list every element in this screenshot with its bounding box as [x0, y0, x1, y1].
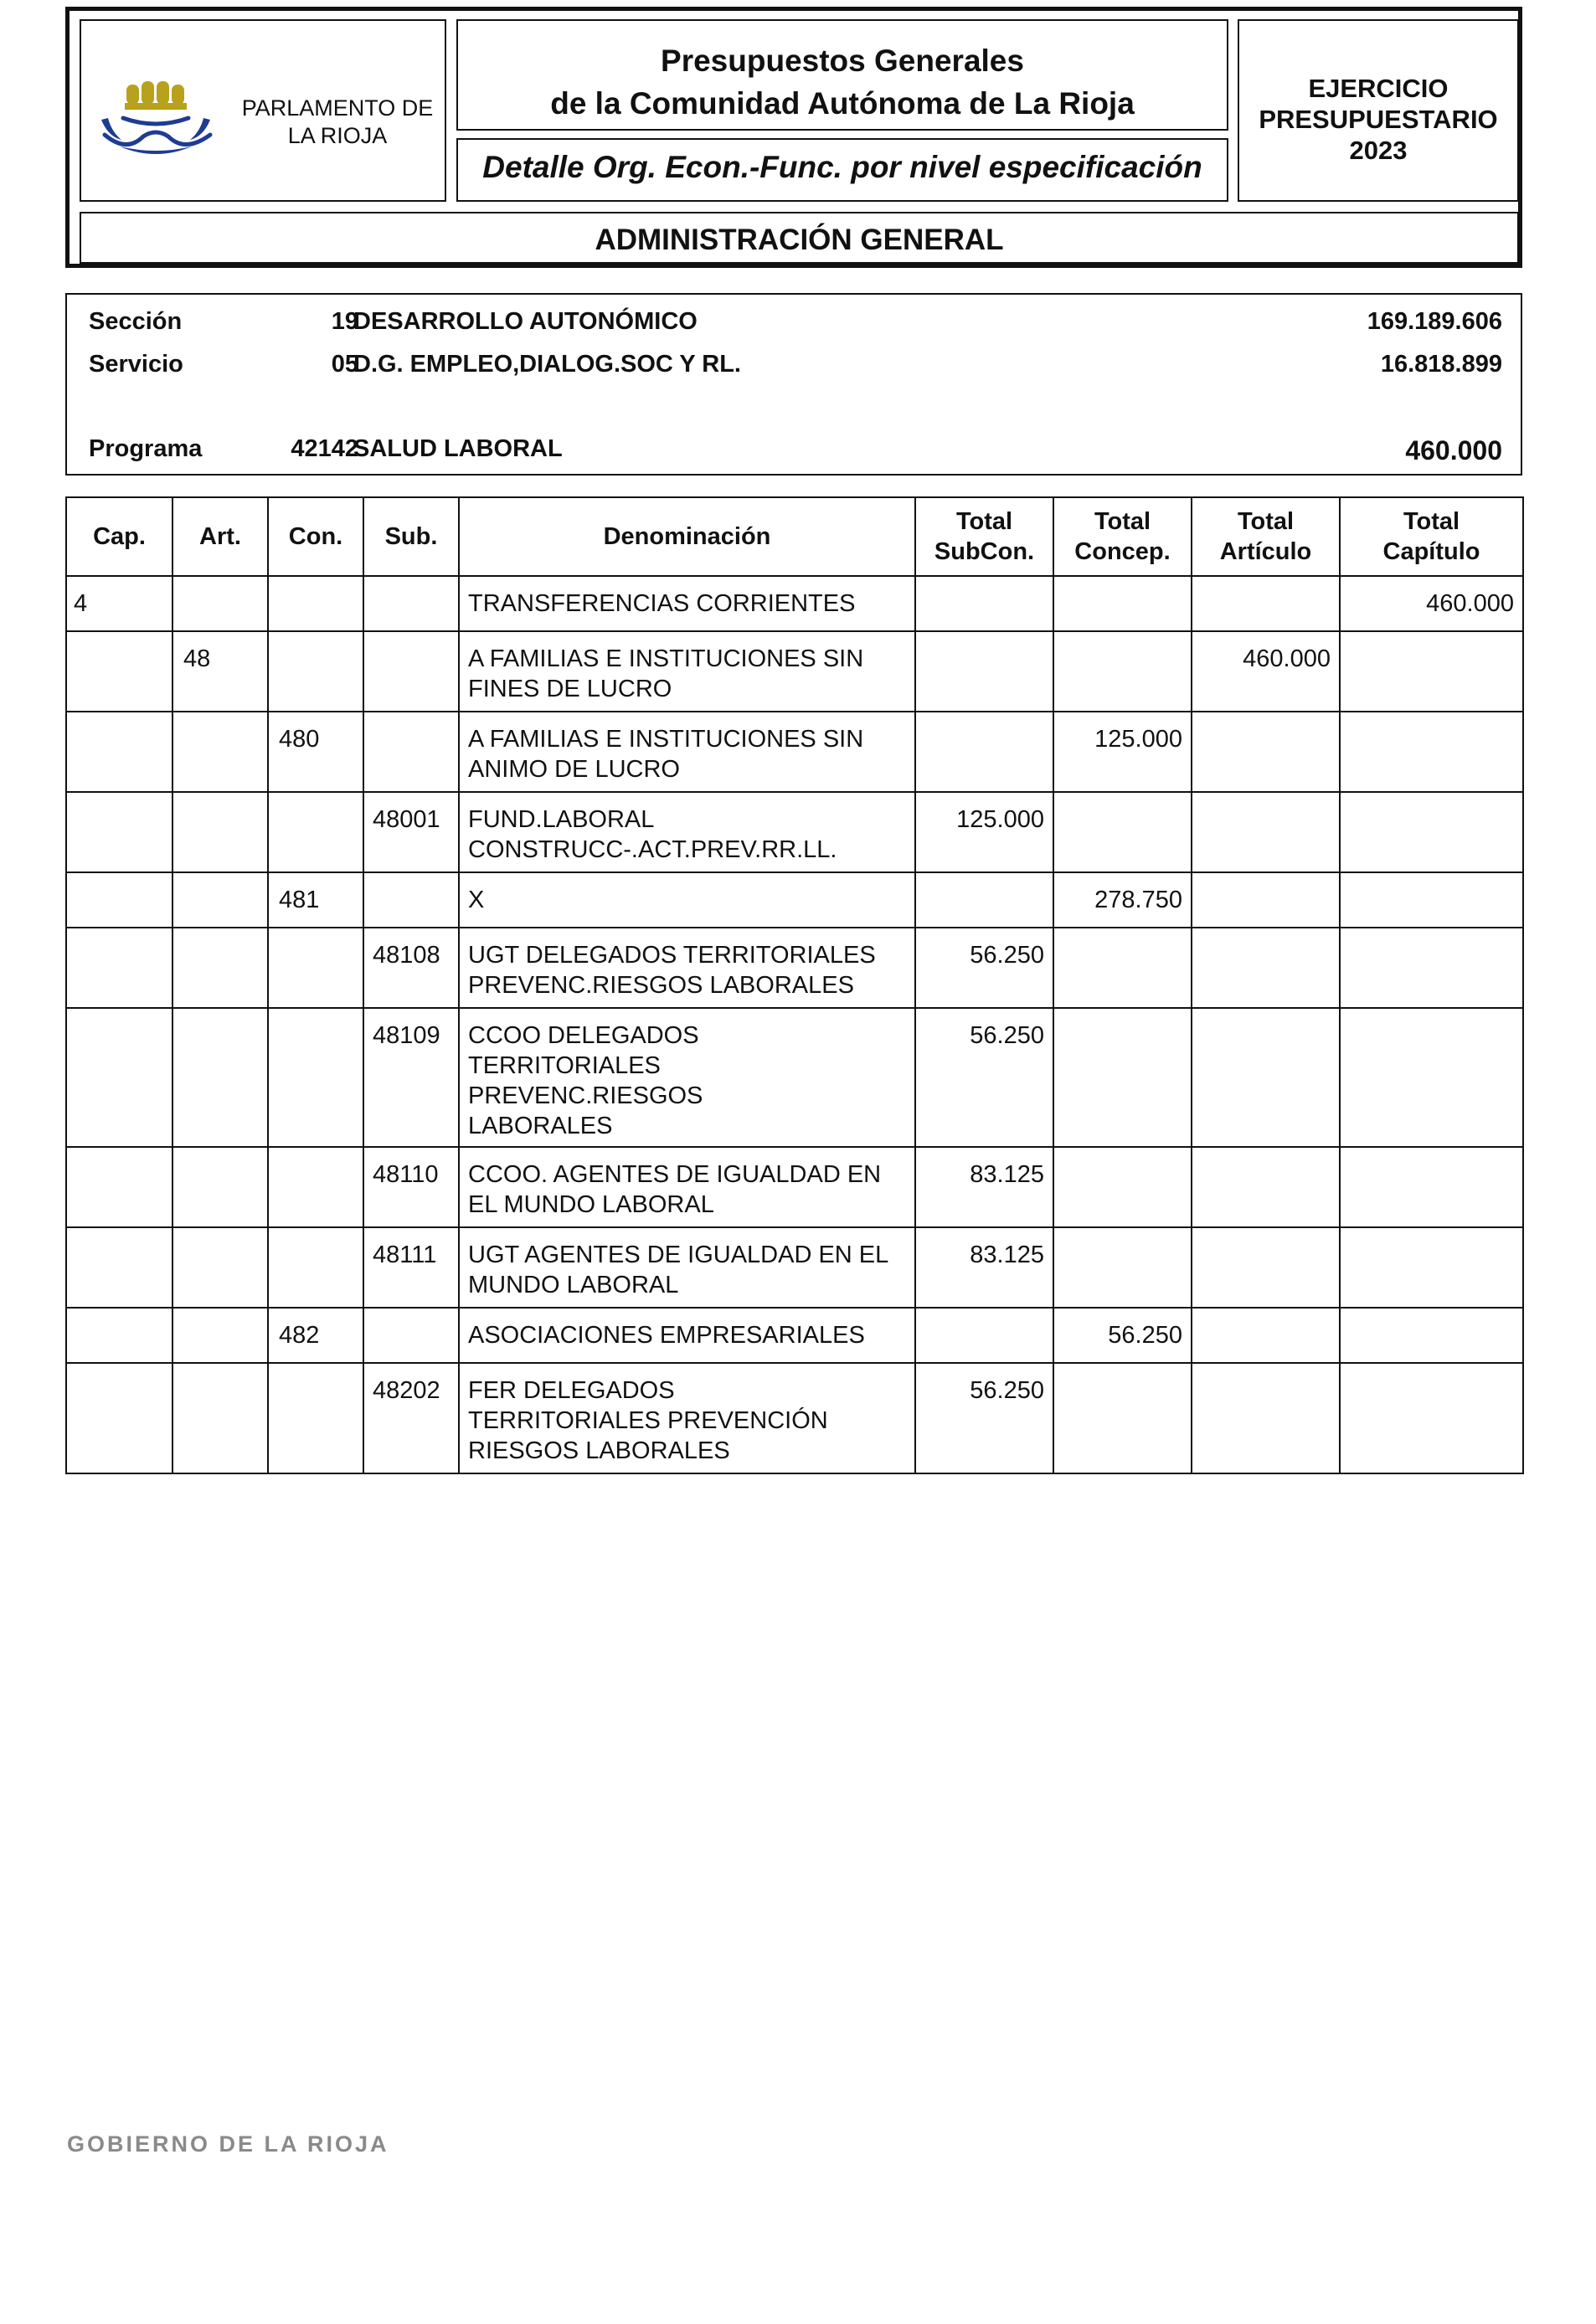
admin-box [80, 212, 1519, 264]
cell-total-capitulo [1340, 872, 1523, 928]
cell-denominacion: A FAMILIAS E INSTITUCIONES SIN ANIMO DE LUCRO [459, 712, 915, 792]
programa-label: Programa [89, 435, 203, 462]
servicio-amount: 16.818.899 [1380, 351, 1502, 378]
cell-cap [66, 1147, 172, 1227]
cell-total-capitulo [1340, 1308, 1523, 1363]
seccion-row [67, 308, 1521, 342]
cell-total-capitulo [1340, 1363, 1523, 1473]
cell-con: 482 [268, 1308, 363, 1363]
cell-denominacion: UGT AGENTES DE IGUALDAD EN EL MUNDO LABORAL [459, 1227, 915, 1308]
cell-total-articulo [1192, 1308, 1340, 1363]
programa-row [67, 435, 1521, 469]
cell-con [268, 576, 363, 631]
table-row [66, 928, 1523, 1008]
cell-total-articulo [1192, 872, 1340, 928]
cell-denominacion: FER DELEGADOS TERRITORIALES PREVENCIÓN RIESGOS LABORALES [459, 1363, 915, 1473]
cell-total-subcon: 56.250 [915, 1008, 1053, 1147]
cell-total-capitulo [1340, 1147, 1523, 1227]
cell-total-concep [1053, 576, 1192, 631]
cell-con [268, 928, 363, 1008]
cell-total-subcon [915, 712, 1053, 792]
fiscal-year [1239, 73, 1517, 166]
year-line1: EJERCICIO [1308, 74, 1449, 103]
cell-art [172, 928, 268, 1008]
cell-total-articulo [1192, 928, 1340, 1008]
header-total-capitulo [1340, 497, 1523, 576]
subtitle-box [456, 138, 1228, 202]
header-total-concep [1053, 497, 1192, 576]
table-row [66, 792, 1523, 872]
servicio-row [67, 351, 1521, 384]
cell-art [172, 792, 268, 872]
cell-cap [66, 631, 172, 712]
cell-art [172, 1008, 268, 1147]
cell-denominacion: FUND.LABORAL CONSTRUCC-.ACT.PREV.RR.LL. [459, 792, 915, 872]
cell-total-concep [1053, 1008, 1192, 1147]
seccion-label: Sección [89, 308, 183, 335]
header-total-subcon-line1: Total [955, 508, 1013, 535]
cell-art [172, 1147, 268, 1227]
parlamento-logo-icon [93, 69, 227, 162]
cell-cap [66, 1363, 172, 1473]
cell-cap [66, 1308, 172, 1363]
table-row [66, 712, 1523, 792]
cell-total-subcon: 83.125 [915, 1227, 1053, 1308]
cell-total-subcon [915, 631, 1053, 712]
cell-sub [363, 872, 459, 928]
cell-art [172, 1363, 268, 1473]
program-info [65, 293, 1522, 476]
logo-text-line1: PARLAMENTO DE [241, 95, 434, 121]
cell-total-capitulo [1340, 928, 1523, 1008]
year-line2: PRESUPUESTARIO [1259, 105, 1498, 134]
cell-sub: 48111 [363, 1227, 459, 1308]
cell-denominacion: CCOO DELEGADOS TERRITORIALES PREVENC.RIESGOS LABORALES [459, 1008, 915, 1147]
cell-cap [66, 872, 172, 928]
cell-con [268, 1227, 363, 1308]
seccion-amount: 169.189.606 [1367, 308, 1502, 335]
cell-con [268, 1147, 363, 1227]
header-total-subcon-line2: SubCon. [934, 538, 1035, 565]
cell-art [172, 576, 268, 631]
cell-total-capitulo [1340, 1227, 1523, 1308]
cell-cap: 4 [66, 576, 172, 631]
cell-sub: 48108 [363, 928, 459, 1008]
cell-total-capitulo: 460.000 [1340, 576, 1523, 631]
cell-total-subcon [915, 872, 1053, 928]
header-total-capitulo-line2: Capítulo [1382, 538, 1480, 565]
cell-total-subcon [915, 576, 1053, 631]
cell-total-articulo [1192, 792, 1340, 872]
header-total-articulo-line1: Total [1237, 508, 1295, 535]
header-total-articulo [1192, 497, 1340, 576]
cell-total-articulo [1192, 712, 1340, 792]
cell-sub [363, 1308, 459, 1363]
cell-cap [66, 928, 172, 1008]
cell-total-articulo [1192, 1363, 1340, 1473]
programa-code: 42142 [291, 435, 358, 462]
table-row [66, 1308, 1523, 1363]
header-total-concep-line1: Total [1094, 508, 1151, 535]
cell-total-concep [1053, 928, 1192, 1008]
cell-art [172, 712, 268, 792]
cell-total-articulo [1192, 1147, 1340, 1227]
table-row [66, 631, 1523, 712]
cell-con [268, 631, 363, 712]
document-header [65, 7, 1522, 268]
table-header-row [66, 497, 1523, 576]
cell-total-articulo [1192, 576, 1340, 631]
cell-art [172, 1227, 268, 1308]
admin-title: ADMINISTRACIÓN GENERAL [595, 224, 1004, 256]
header-art: Art. [172, 497, 268, 576]
header-total-articulo-line2: Artículo [1219, 538, 1312, 565]
budget-table [65, 496, 1524, 1474]
cell-art: 48 [172, 631, 268, 712]
cell-total-concep [1053, 792, 1192, 872]
table-row [66, 1227, 1523, 1308]
logo-text-line2: LA RIOJA [287, 123, 388, 148]
cell-cap [66, 792, 172, 872]
cell-total-subcon: 56.250 [915, 1363, 1053, 1473]
programa-amount: 460.000 [1405, 435, 1502, 465]
cell-denominacion: X [459, 872, 915, 928]
table-row [66, 1363, 1523, 1473]
logo-text [234, 95, 441, 150]
seccion-name: DESARROLLO AUTONÓMICO [353, 308, 698, 335]
year-line3: 2023 [1349, 136, 1408, 165]
cell-con [268, 1008, 363, 1147]
cell-total-subcon: 56.250 [915, 928, 1053, 1008]
cell-denominacion: TRANSFERENCIAS CORRIENTES [459, 576, 915, 631]
cell-total-concep: 56.250 [1053, 1308, 1192, 1363]
document-title [458, 39, 1227, 125]
header-cap: Cap. [66, 497, 172, 576]
cell-cap [66, 1227, 172, 1308]
cell-sub: 48202 [363, 1363, 459, 1473]
cell-total-concep [1053, 631, 1192, 712]
cell-con [268, 1363, 363, 1473]
cell-total-concep [1053, 1227, 1192, 1308]
cell-sub [363, 712, 459, 792]
footer-text: GOBIERNO DE LA RIOJA [67, 2131, 389, 2157]
cell-denominacion: A FAMILIAS E INSTITUCIONES SIN FINES DE LUCRO [459, 631, 915, 712]
header-sub: Sub. [363, 497, 459, 576]
cell-total-concep: 125.000 [1053, 712, 1192, 792]
header-total-capitulo-line1: Total [1403, 508, 1460, 535]
table-row [66, 1147, 1523, 1227]
cell-sub [363, 576, 459, 631]
header-denominacion: Denominación [459, 497, 915, 576]
cell-denominacion: ASOCIACIONES EMPRESARIALES [459, 1308, 915, 1363]
cell-total-concep [1053, 1363, 1192, 1473]
title-line2: de la Comunidad Autónoma de La Rioja [550, 86, 1135, 121]
header-total-subcon [915, 497, 1053, 576]
cell-cap [66, 1008, 172, 1147]
programa-name: SALUD LABORAL [353, 435, 563, 462]
title-box [456, 19, 1228, 131]
servicio-code: 05 [331, 351, 358, 378]
cell-total-subcon: 125.000 [915, 792, 1053, 872]
servicio-label: Servicio [89, 351, 183, 378]
cell-total-articulo: 460.000 [1192, 631, 1340, 712]
cell-total-capitulo [1340, 712, 1523, 792]
document-subtitle: Detalle Org. Econ.-Func. por nivel especificación [482, 150, 1202, 184]
cell-total-concep: 278.750 [1053, 872, 1192, 928]
cell-con: 481 [268, 872, 363, 928]
fiscal-year-box [1238, 19, 1519, 202]
cell-con: 480 [268, 712, 363, 792]
cell-sub [363, 631, 459, 712]
cell-total-articulo [1192, 1008, 1340, 1147]
table-row [66, 1008, 1523, 1147]
cell-art [172, 1308, 268, 1363]
cell-total-capitulo [1340, 792, 1523, 872]
cell-sub: 48110 [363, 1147, 459, 1227]
table-row [66, 576, 1523, 631]
header-total-concep-line2: Concep. [1074, 538, 1171, 565]
table-row [66, 872, 1523, 928]
seccion-code: 19 [331, 308, 358, 335]
cell-total-capitulo [1340, 1008, 1523, 1147]
cell-denominacion: UGT DELEGADOS TERRITORIALES PREVENC.RIESGOS LABORALES [459, 928, 915, 1008]
cell-total-subcon: 83.125 [915, 1147, 1053, 1227]
cell-total-subcon [915, 1308, 1053, 1363]
cell-sub: 48109 [363, 1008, 459, 1147]
servicio-name: D.G. EMPLEO,DIALOG.SOC Y RL. [353, 351, 741, 378]
logo-box [80, 19, 446, 202]
cell-total-articulo [1192, 1227, 1340, 1308]
cell-total-concep [1053, 1147, 1192, 1227]
cell-total-capitulo [1340, 631, 1523, 712]
cell-sub: 48001 [363, 792, 459, 872]
cell-art [172, 872, 268, 928]
cell-con [268, 792, 363, 872]
title-line1: Presupuestos Generales [661, 44, 1024, 78]
cell-denominacion: CCOO. AGENTES DE IGUALDAD EN EL MUNDO LABORAL [459, 1147, 915, 1227]
header-con: Con. [268, 497, 363, 576]
cell-cap [66, 712, 172, 792]
